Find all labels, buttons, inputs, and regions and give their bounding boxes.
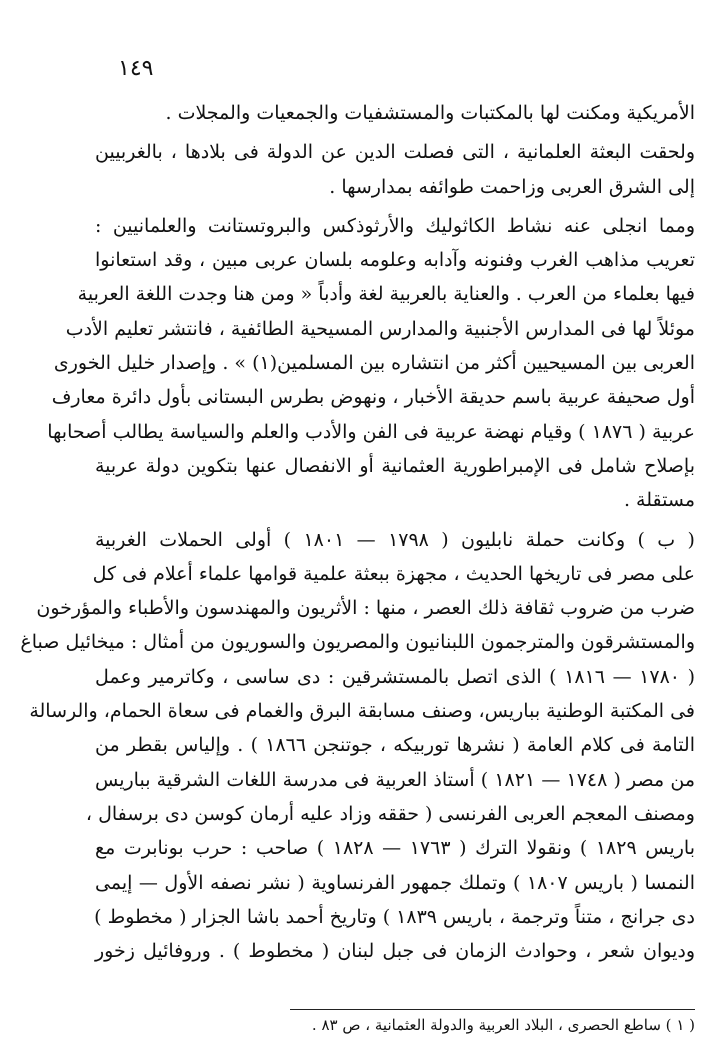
paragraph (20, 523, 695, 969)
text-line: والمستشرقون والمترجمون اللبنانيون والمصريون والسوريون من أمثال : ميخائيل صباغ (20, 631, 695, 654)
text-line: فيها بعلماء من العرب . والعناية بالعربية لغة وأدباً « ومن هنا وجدت اللغة العربية (77, 283, 695, 306)
text-line: من مصر ( ١٧٤٨ — ١٨٢١ ) أستاذ العربية فى مدرسة اللغات الشرقية بباريس (95, 768, 695, 791)
paragraph (47, 209, 695, 518)
text-line: ( ١٧٨٠ — ١٨١٦ ) الذى اتصل بالمستشرقين : دى ساسى ، وكاترمير وعمل (95, 665, 695, 688)
text-line: ( ب ) وكانت حملة نابليون ( ١٧٩٨ — ١٨٠١ ) أولى الحملات الغربية (95, 528, 695, 551)
paragraph (95, 135, 695, 204)
text-line: العربى بين المسيحيين أكثر من انتشاره بين المسلمين(١) » . وإصدار خليل الخورى (53, 352, 695, 375)
text-line: مستقلة . (623, 489, 695, 512)
text-line: ولحقت البعثة العلمانية ، التى فصلت الدين عن الدولة فى بلادها ، بالغربيين (95, 141, 695, 164)
text-line: إلى الشرق العربى وزاحمت طوائفه بمدارسها . (329, 175, 695, 198)
text-line: بإصلاح شامل فى الإمبراطورية العثمانية أو الانفصال عنها بتكوين دولة عربية (95, 454, 695, 477)
footnote: ( ١ ) ساطع الحصرى ، البلاد العربية والدولة العثمانية ، ص ٨٣ . (311, 1016, 695, 1034)
page-number: ١٤٩ (118, 56, 154, 81)
text-line: على مصر فى تاريخها الحديث ، مجهزة ببعثة علمية قوامها علماء أعلام فى كل (92, 562, 695, 585)
text-line: الأمريكية ومكنت لها بالمكتبات والمستشفيات والجمعيات والمجلات . (165, 102, 695, 124)
footnote-divider (290, 1009, 695, 1010)
text-line: فى المكتبة الوطنية بباريس، وصنف مسابقة البرق والغمام فى سعاة الحمام، والرسالة (29, 700, 695, 723)
text-line: تعريب مذاهب الغرب وفنونه وآدابه وعلومه بلسان عربى مبين ، وقد استعانوا (95, 249, 695, 272)
text-line: دى جرانج ، متناً وترجمة ، باريس ١٨٣٩ ) وتاريخ أحمد باشا الجزار ( مخطوط ) (94, 905, 695, 928)
text-line: عربية ( ١٨٧٦ ) وقيام نهضة عربية فى الفن والأدب والعلم والسياسة يطالب أصحابها (47, 420, 695, 443)
text-line: ضرب من ضروب ثقافة ذلك العصر ، منها : الأثريون والمهندسون والأطباء والمؤرخون (36, 597, 695, 620)
text-line: أول صحيفة عربية باسم حديقة الأخبار ، ونهوض بطرس البستانى بأول دائرة معارف (51, 386, 695, 409)
text-line: باريس ١٨٢٩ ) ونقولا الترك ( ١٧٦٣ — ١٨٢٨ ) صاحب : حرب بونابرت مع (95, 837, 695, 860)
paragraph (95, 96, 695, 130)
text-line: وديوان شعر ، وحوادث الزمان فى جبل لبنان ( مخطوط ) . وروفائيل زخور (95, 940, 695, 963)
text-line: التامة فى كلام العامة ( نشرها توربيكه ، جوتنجن ١٨٦٦ ) . وإلياس بقطر من (95, 734, 695, 757)
text-line: موئلاً لها فى المدارس الأجنبية والمدارس المسيحية الطائفية ، فانتشر تعليم الأدب (65, 317, 695, 340)
text-line: النمسا ( باريس ١٨٠٧ ) وتملك جمهور الفرنساوية ( نشر نصفه الأول — إيمى (95, 871, 695, 894)
text-line: ومما انجلى عنه نشاط الكاثوليك والأرثوذكس والبروتستانت والعلمانيين : (95, 214, 695, 237)
body-text (20, 96, 695, 968)
text-line: ومصنف المعجم العربى الفرنسى ( حققه وزاد عليه أرمان كوسن دى برسفال ، (85, 802, 695, 825)
